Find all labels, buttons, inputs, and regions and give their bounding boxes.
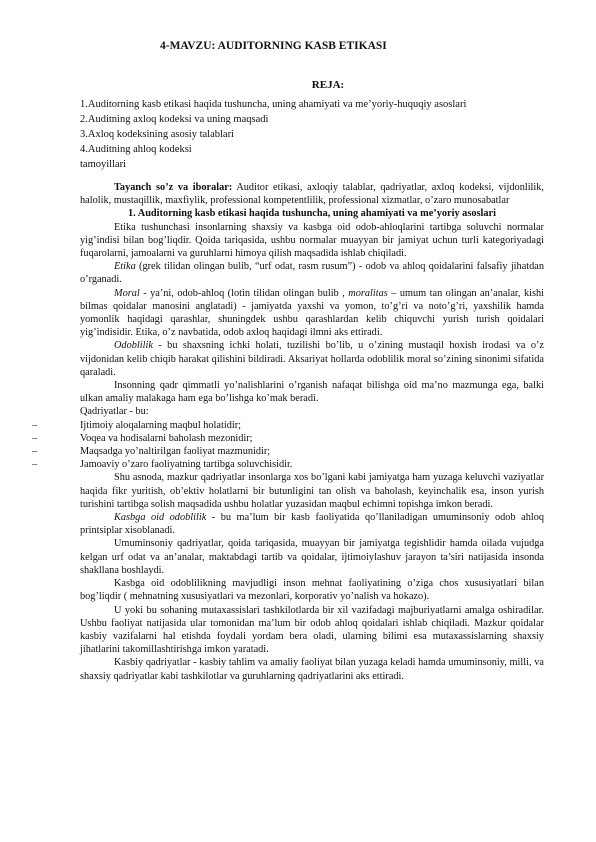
keywords-label: Tayanch so’z va iboralar: [114,182,233,193]
list-item [32,445,544,458]
list-item [32,432,544,445]
paragraph-text: - ya’ni, odob-ahloq (lotin tilidan olingan bulib , [139,287,349,299]
paragraph [80,511,544,537]
plan-item: 1.Auditorning kasb etikasi haqida tushuncha, uning ahamiyati va me’yoriy-huquqiy asoslari [80,99,467,110]
paragraph-text: (grek tilidan olingan bulib, “urf odat, rasm rusum”) - odob va ahloq qoidalarini falsafiy jihatdan o’rganadi. [80,261,544,286]
document-body [32,181,545,683]
list-item [32,458,544,471]
dash-bullet: – [32,419,38,431]
paragraph: Shu asnoda, mazkur qadriyatlar insonlarga xos bo’lgani kabi jamiyatga ham yuzaga keluvchi vaziyatlar haqida fikr yuritish, ob’ektiv holatlarni bir butunligini tan olish va baholash, keyinchalik esa, inson yurish turishini tartibga solish maqsadida ushbu holatlar yuzasidan maqbul echimni topishga imkon beradi. [80,472,544,510]
term: Etika [114,261,136,273]
term: Moral [114,287,140,299]
list-item-text: Ijtimoiy aloqalarning maqbul holatidir; [80,419,241,431]
paragraph [80,287,544,340]
keywords-paragraph [80,181,544,207]
paragraph-text: – umum tan olingan an’analar, kishi bilmas qoidalar manosini anglatadi) - jamiyatda yaxshi va yomon, to’g’ri va noto’g’ri, yaxshilik hamda yomonlik haqidagi qarashlar, shuningdek ushbu qarashlardan kelib chiquvchi yurish turish qoidalari yig’indisidir. Etika, o’z navbatida, odob axloq haqidagi ilmni aks ettiradi. [80,287,544,339]
list-item-text: Maqsadga yo’naltirilgan faoliyat mazmunidir; [80,446,271,458]
paragraph-text: - bu ma’lum bir kasb faoliyatida qo’llaniladigan umuminsoniy odob ahloq printsiplar xisoblanadi. [80,512,544,537]
list-item-text: Jamoaviy o’zaro faoliyatning tartibga soluvchisidir. [80,459,293,471]
section-heading: 1. Auditorning kasb etikasi haqida tushuncha, uning ahamiyati va me’yoriy asoslari [128,208,496,220]
keywords-text: Auditor etikasi, axloqiy talablar, qadriyatlar, axloq kodeksi, vijdonlilik, halolik, mustaqillik, maxfiylik, professional kompetentlilik, professional xizmatlar, o’zaro munosabatlar [80,182,545,207]
paragraph: Kasbiy qadriyatlar - kasbiy tahlim va amaliy faoliyat bilan yuzaga keladi hamda umuminsoniy, milli, va shaxsiy qadriyatlar kabi tashkilotlar va guruhlarning qadriyatlarini aks ettiradi. [80,657,544,682]
term: moralitas [348,287,388,299]
document-title: 4-MAVZU: AUDITORNING KASB ETIKASI [160,40,387,52]
plan-heading: REJA: [311,79,345,91]
dash-bullet: – [32,446,38,458]
term: Kasbga oid odoblilik [114,512,207,524]
values-list [32,419,544,472]
list-item [32,419,544,432]
term: Odoblilik [114,340,153,352]
plan-item: tamoyillari [80,159,127,170]
plan-item: 2.Auditning axloq kodeksi va uning maqsadi [80,114,269,125]
plan-item: 4.Auditning ahloq kodeksi [80,144,192,155]
plan-item: 3.Axloq kodeksining asosiy talablari [80,129,234,140]
paragraph: Umuminsoniy qadriyatlar, qoida tariqasida, muayyan bir jamiyatga tegishlidir hamda oilada vujudga kelgan urf odat va an’analar, maktabdagi tartib va qoidalar, ijtimoiylashuv jarayon ta’siri natijasida insonda shakllana boshlaydi. [80,538,544,576]
paragraph: Etika tushunchasi insonlarning shaxsiy va kasbga oid odob-ahloqlarini tartibga soluvchi normalar yig’indisi bilan bog’liqdir. Qoida tariqasida, ushbu normalar muayyan bir jamiyat uchun turli kategoriyadagi fuqarolarni, jamoalarni va guruhlarni himoya qilish maqsadida ishlab chiqiladi. [80,221,544,260]
paragraph-text: - bu shaxsning ichki holati, tuzilishi bo’lib, u o’zining mustaqil hoxish irodasi va o’z vijdonidan kelib chiqib harakat qilishini bildiradi. Aksariyat hollarda odoblilik moral so’zining sinonimi sifatida qaraladi. [80,340,544,378]
dash-bullet: – [32,459,38,471]
plan-list [80,97,550,172]
values-intro: Qadriyatlar - bu: [80,406,149,418]
paragraph: Kasbga oid odoblilikning mavjudligi inson mehnat faoliyatining o’ziga chos xususiyatlari bilan bog’liqdir ( mehnatning xususiyatlari va mezonlari, korporativ yo’nalish va hokazo). [80,578,544,603]
paragraph [80,260,544,286]
paragraph: U yoki bu sohaning mutaxassislari tashkilotlarda bir xil vazifadagi majburiyatlarni amalga oshiradilar. Ushbu faoliyat natijasida ular tomonidan ma’lum bir odob ahloq qoidalari ishlab chiqiladi. Mazkur qoidalar kasbiy vazifalarni hal etishda foydali yordam bera oladi, ularning bilimi esa mutaxassislarning shaxsiy jihatlarini takomillashtirishga imkon yaratadi. [80,604,544,656]
paragraph: Insonning qadr qimmatli yo’nalishlarini o’rganish nafaqat bilishga oid ma’no mazmunga ega, balki ulkan amaliy malakaga ham ega bo’lishga ko’mak beradi. [80,380,544,405]
dash-bullet: – [32,432,38,444]
list-item-text: Voqea va hodisalarni baholash mezonidir; [80,432,253,444]
paragraph [80,339,544,379]
